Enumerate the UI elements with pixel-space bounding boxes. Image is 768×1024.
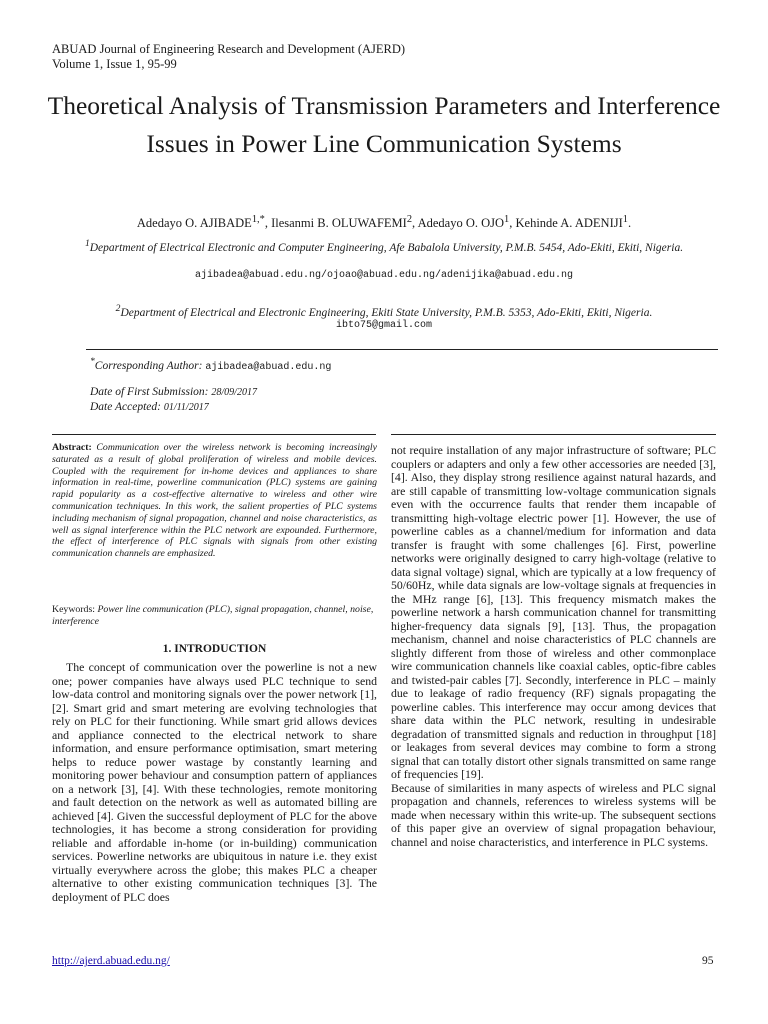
- journal-volume: Volume 1, Issue 1, 95-99: [52, 57, 177, 71]
- corresponding-author: *Corresponding Author: ajibadea@abuad.edu.ng: [90, 356, 332, 373]
- author: Ilesanmi B. OLUWAFEMI: [271, 216, 407, 231]
- affiliation-1-email[interactable]: ajibadea@abuad.edu.ng/ojoao@abuad.edu.ng/adenijika@abuad.edu.ng: [194, 270, 574, 281]
- affiliation-1: $^1$Department of Electrical Electronic and Computer Engineering, Afe Babalola University, P.M.B. 5454, Ado-Ekiti, Ekiti, Nigeria.: [84, 238, 684, 254]
- abstract-label: Abstract:: [52, 442, 92, 453]
- affiliation-2-email[interactable]: ibto75@gmail.com: [335, 320, 432, 331]
- accepted-date: Date Accepted: 01/11/2017: [90, 401, 209, 413]
- intro-right-column: [391, 444, 716, 849]
- author-list: Adedayo O. $AJIBADE^{1,*}$, Ilesanmi B. OLUWAFEMI$^2$, Adedayo O. OJO$^1$, Kehinde A. ADENIJI$^1$.: [136, 214, 632, 231]
- intro-left-column: [52, 661, 377, 904]
- section-heading: 1. INTRODUCTION: [162, 643, 267, 655]
- journal-header: [52, 42, 405, 72]
- keywords: [52, 604, 377, 628]
- abstract: [52, 442, 377, 560]
- journal-url-link[interactable]: http://ajerd.abuad.edu.ng/: [52, 955, 170, 967]
- right-column-rule: [391, 434, 716, 435]
- intro-paragraph: The concept of communication over the powerline is not a new one; power companies have always used PLC technique to send low-data control and monitoring signals over the power network [1], [2]. Smart grid and smart metering are evolving technologies that rely on PLC for their functioning. While smart grid allows devices and appliance connected to the electrical network to share information, and ensure performance optimisation, smart metering helps to reduce power wastage by constantly learning and monitoring power behaviour and consumption pattern of appliances on a network [3], [4]. With these technologies, remote monitoring and fault detection on the network as well as automated billing are achieved [4]. Given the successful deployment of PLC for the above technologies, it has become a strong consideration for providing reliable and affordable in-home (or in-building) communication services. Powerline networks are ubiquitous in nature i.e. they exist virtually everywhere across the globe; this makes PLC a cheaper alternative to other existing communication techniques [3]. The deployment of PLC does: [52, 660, 377, 904]
- journal-name: ABUAD Journal of Engineering Research and Development (AJERD): [52, 42, 406, 56]
- author: Adedayo O. AJIBADE: [136, 216, 252, 231]
- abstract-text: Communication over the wireless network is becoming increasingly saturated as a result of global proliferation of wireless and mobile devices. Coupled with the requirement for in-home devices and appliances to share information in real-time, powerline communication (PLC) systems are gaining rapid popularity as a cost-effective alternative to wireless and other wire communication techniques. In this work, the salient properties of PLC systems including mechanism of signal propagation, channel and noise characteristics, as well as signal interference within the PLC network are expounded. Furthermore, the effect of interference of PLC signals with signals from other existing communication channels are emphasized.: [52, 442, 378, 560]
- paper-title: Theoretical Analysis of Transmission Parameters and Interference Issues in Power Line Communication Systems: [47, 91, 721, 158]
- corresponding-email[interactable]: ajibadea@abuad.edu.ng: [205, 361, 332, 373]
- intro-paragraph: Because of similarities in many aspects of wireless and PLC signal propagation and channels, references to wireless systems will be made when necessary within this write-up. The subsequent sections of this paper give an overview of signal propagation behaviour, channel and noise characteristics, and interference in PLC systems.: [391, 780, 716, 849]
- divider: [86, 349, 718, 350]
- submission-date: Date of First Submission: 28/09/2017: [90, 386, 257, 398]
- keywords-text: Power line communication (PLC), signal propagation, channel, noise, interference: [52, 604, 374, 627]
- author: Kehinde A. ADENIJI: [515, 216, 623, 231]
- intro-paragraph: not require installation of any major infrastructure of software; PLC couplers or adapters and only a few other accessories are needed [3], [4]. Also, they display strong resilience against natural hazards, and are still capable of transmitting low-voltage communication signals even with the occurrence faults that render them incapable of transmitting high-voltage electric power [1]. However, the use of powerline cables as a channel/medium for information and data transfer is fraught with some challenges [6]. First, powerline networks were originally designed to carry high-voltage (relative to data signal voltage) signal, which are typically at a low frequency of 50/60Hz, while data signals are low-voltage signals at frequencies in the MHz range [6], [13]. This frequency mismatch makes the powerline network a harsh communication channel for transmitting higher-frequency data signals [9], [13]. Thus, the propagation mechanism, channel and noise characteristics of PLC channels are slightly different from those of wireless and other commonplace wire communication channels like coaxial cables, optic-fibre cables and twisted-pair cables [7]. Secondly, interference in PLC – mainly due to leakage of radio frequency (RF) signals propagating the powerline cables. This interference may occur among devices that share data within the PLC network, resulting in undesirable degradation of transmitted signals and reduction in throughput [18] or leakages from several devices may combine to form a strong signal that can totally distort other signals transmitted on same range of frequencies [19].: [391, 443, 716, 781]
- left-column-rule: [52, 434, 376, 435]
- keywords-label: Keywords:: [52, 604, 95, 615]
- page-number: 95: [702, 955, 714, 967]
- author: Adedayo O. OJO: [417, 216, 505, 231]
- affiliation-2: $^2$Department of Electrical and Electronic Engineering, Ekiti State University, P.M.B. 5353, Ado-Ekiti, Ekiti, Nigeria.: [115, 303, 653, 319]
